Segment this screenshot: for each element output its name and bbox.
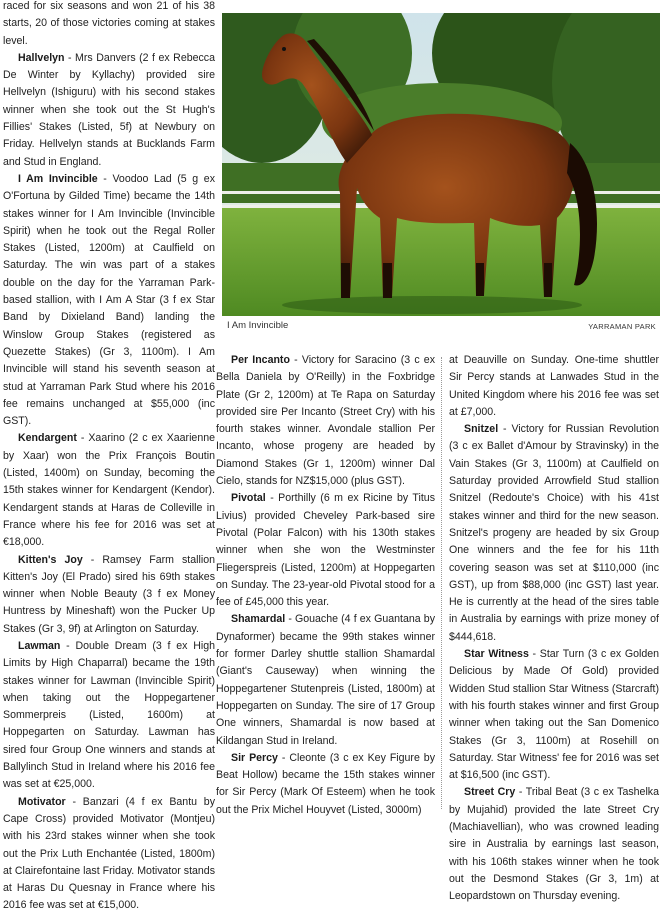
paragraph-text: - Star Turn (3 c ex Golden Delicious by Made Of Gold) provided Widden Stud stallion Star Witness (Starcraft) with his fourth stakes winner and first Group winner when taking out the San Domenico Stakes (Gr 3, 1100m) at Rosehill on Saturday. Star Witness' fee for 2016 was set at $16,500 (inc GST). [449,648,659,782]
paragraph-kittens-joy [3,552,215,638]
paragraph-text: - Gouache (4 f ex Guantana by Dynaformer) became the 99th stakes winner for former Darley shuttle stallion Shamardal (Giant's Causeway) when winning the Hoppegartener Stutenpreis (Listed, 1800m) at Hoppegarten on Sunday. The sire of 17 Group One winners, Shamardal is now based at Kildangan Stud in Ireland. [216,613,435,747]
paragraph-kendargent [3,430,215,551]
paragraph-text: - Porthilly (6 m ex Ricine by Titus Livius) provided Cheveley Park-based sire Pivotal (Polar Falcon) with his 130th stakes winner when she won the Westminster Fliegerspreis (Listed, 1200m) at Hoppegarten on Sunday. The 23-year-old Pivotal stood for a fee of £45,000 this year. [216,492,435,609]
sire-name: Per Incanto [231,354,290,366]
paragraph-star-witness [449,646,659,784]
horse-illustration [222,13,660,316]
paragraph-text: - Xaarino (2 c ex Xaarienne by Xaar) won the Prix François Boutin (Listed, 1400m) on Sunday, becoming the 15th stakes winner for Kendargent (Kendor). Kendargent stands at Haras de Colleville in France where his fee for 2016 was set at €18,000. [3,432,215,549]
sire-name: Kitten's Joy [18,553,83,566]
horse-photo [222,13,660,316]
article-column-3 [449,352,659,906]
photo-credit: YARRAMAN PARK [588,322,656,331]
paragraph-text: - Victory for Russian Revolution (3 c ex Ballet d'Amour by Stravinsky) in the Vain Stakes (Gr 3, 1100m) at Caulfield on Saturday provided Arrowfield Stud stallion Snitzel (Redoute's Choice) with his 41st stakes winner and third for the new season. Snitzel's progeny are headed by six Group One winners and the fee for his 11th covering season was set at $110,000 (inc GST), up from $88,000 (inc GST) last year. He is currently at the head of the sires table in Australia by earnings with prize money of $444,618. [449,423,659,643]
paragraph-text: - Cleonte (3 c ex Key Figure by Beat Hollow) became the 15th stakes winner for Sir Percy (Mark Of Esteem) when he took out the Prix Michel Houyvet (Listed, 3000m) [216,751,435,816]
article-column-1 [3,0,215,915]
paragraph-snitzel [449,421,659,646]
paragraph-text: raced for six seasons and won 21 of his 38 starts, 20 of those victories coming at stakes level. [3,0,215,47]
sire-name: Hallvelyn [18,51,65,64]
sire-name: Lawman [18,639,61,652]
paragraph-text: - Voodoo Lad (5 g ex O'Fortuna by Gilded Time) became the 14th stakes winner for I Am Invincible (Invincible Spirit) when he took out the Regal Roller Stakes (Listed, 1200m) at Caulfield on Saturday. The win was part of a stakes double on the day for the Yarraman Park-based stallion, with I Am A Star (3 f ex Star Band by Dixieland Band) landing the Winslow Group Stakes (registered as Quezette Stakes) (Gr 3, 1100m). I Am Invincible will stand his seventh season at stud at Yarraman Park Stud where his 2016 fee remains unchanged at $55,000 (inc GST). [3,172,215,428]
paragraph [449,352,659,421]
paragraph-i-am-invincible [3,171,215,430]
article-column-2 [216,352,435,819]
sire-name: I Am Invincible [18,172,98,185]
paragraph-text: at Deauville on Sunday. One-time shuttler Sir Percy stands at Lanwades Stud in the United Kingdom where his 2016 fee was set at £7,000. [449,354,659,418]
sire-name: Shamardal [231,613,286,626]
paragraph-sir-percy [216,750,435,819]
paragraph-hallvelyn [3,50,215,171]
paragraph-text: - Victory for Saracino (3 c ex Bella Daniela by O'Reilly) in the Foxbridge Plate (Gr 2, 1200m) at Te Rapa on Saturday provided sire Per Incanto (Street Cry) with his fourth stakes winner. Avondale stallion Per Incanto, whose progeny are headed by Diamond Stakes (Gr 1, 1200m) winner Dal Cielo, stands for NZ$15,000 (plus GST). [216,354,435,488]
sire-name: Pivotal [231,492,266,505]
sire-name: Sir Percy [231,751,278,764]
paragraph-per-incanto [216,352,435,490]
sire-name: Snitzel [464,423,499,436]
paragraph-street-cry [449,784,659,905]
sire-name: Motivator [18,795,66,808]
sire-name: Star Witness [464,648,529,661]
paragraph [3,0,215,50]
paragraph-pivotal [216,490,435,611]
paragraph-text: - Double Dream (3 f ex High Limits by High Chaparral) became the 19th stakes winner for Lawman (Invincible Spirit) when taking out the Hoppegartener Sommerpreis (Listed, 1600m) at Hoppegarten on Saturday. Lawman has sired four Group One winners and stands at Ballylinch Stud in Ireland where his 2016 fee was set at €25,000. [3,639,215,791]
paragraph-lawman [3,638,215,794]
sire-name: Street Cry [464,786,516,799]
paragraph-text: - Mrs Danvers (2 f ex Rebecca De Winter by Kyllachy) provided sire Hellvelyn (Ishiguru) with his second stakes winner when she took out the St Hugh's Fillies' Stakes (Listed, 5f) at Newbury on Friday. Hellvelyn stands at Bucklands Farm and Stud in England. [3,51,215,168]
paragraph-shamardal [216,611,435,749]
paragraph-text: - Tribal Beat (3 c ex Tashelka by Mujahid) provided the late Street Cry (Machiavellian), who was crowned leading sire in Australia by earnings last season, with his 106th stakes winner when he took out the Desmond Stakes (Gr 3, 1m) at Leopardstown on Thursday evening. [449,786,659,903]
paragraph-text: - Ramsey Farm stallion Kitten's Joy (El Prado) sired his 69th stakes winner when Noble Beauty (3 f ex Money Huntress by Mineshaft) won the Pucker Up Stakes (Gr 3, 9f) at Arlington on Saturday. [3,553,215,635]
photo-caption: I Am Invincible [227,320,289,331]
paragraph-text: - Banzari (4 f ex Bantu by Cape Cross) provided Motivator (Montjeu) with his 23rd stakes winner when she took out the Prix Luth Enchantée (Listed, 1800m) at Clairefontaine last Friday. Motivator stands at Haras Du Quesnay in France where his 2016 fee was set at €15,000. [3,795,215,912]
column-divider [441,357,442,809]
sire-name: Kendargent [18,432,77,445]
